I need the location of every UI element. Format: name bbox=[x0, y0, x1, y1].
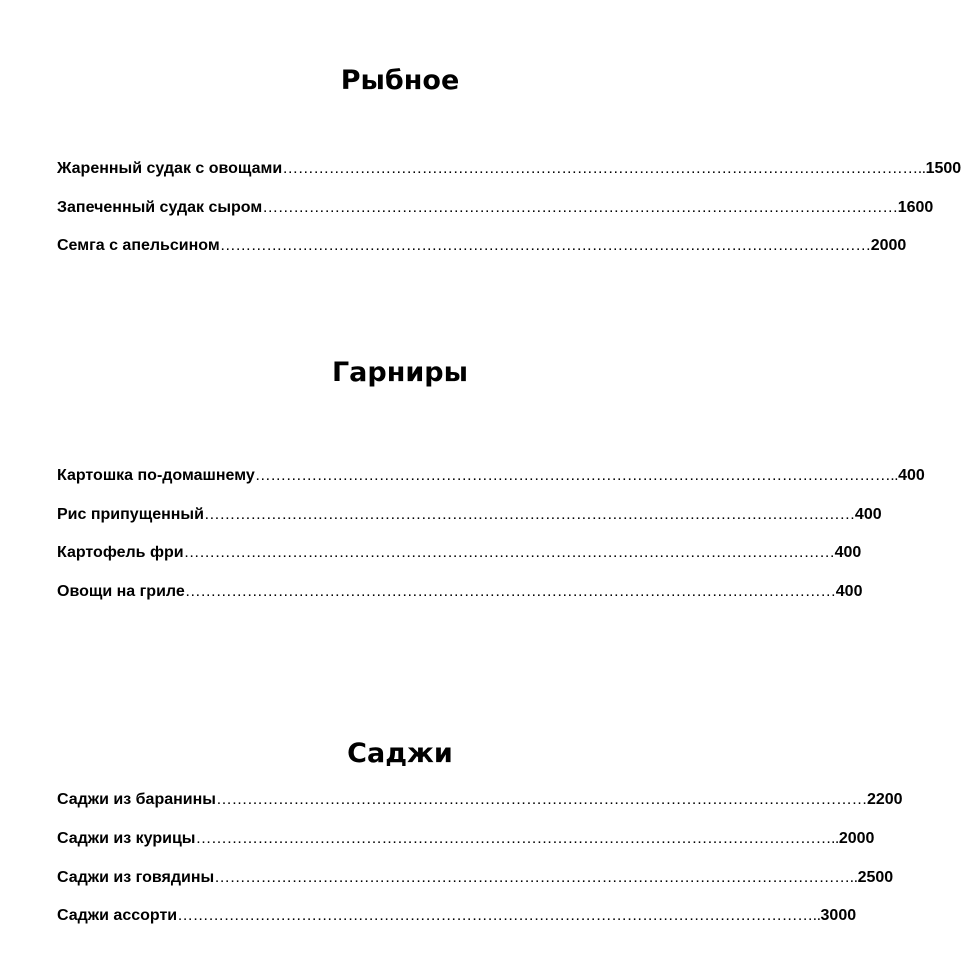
menu-item-price: 400 bbox=[834, 544, 862, 561]
menu-item-name: Рис припущенный bbox=[57, 506, 204, 523]
menu-item-price: 2200 bbox=[866, 791, 903, 808]
section-title-sadji: Саджи bbox=[347, 738, 453, 769]
menu-item bbox=[57, 542, 862, 564]
menu-item-price: 2000 bbox=[870, 237, 907, 254]
section-title-garnish: Гарниры bbox=[331, 357, 469, 388]
menu-item-name: Саджи ассорти bbox=[57, 907, 178, 924]
menu-item-name: Семга с апельсином bbox=[57, 237, 220, 254]
menu-item-name: Саджи из курицы bbox=[57, 830, 196, 847]
menu-item bbox=[57, 905, 857, 927]
menu-item-price: 400 bbox=[854, 506, 882, 523]
dot-leader: ……………………………………………………………………………………………………………… bbox=[215, 791, 867, 808]
menu-item-price: 400 bbox=[898, 467, 925, 484]
menu-item-name: Запеченный судак сыром bbox=[57, 199, 263, 216]
menu-item bbox=[57, 828, 875, 850]
dot-leader: …………………………………………………………………………………………………………….. bbox=[282, 160, 926, 177]
menu-item bbox=[57, 581, 863, 603]
dot-leader: ……………………………………………………………………………………………………………… bbox=[203, 506, 855, 523]
menu-item-name: Картошка по-домашнему bbox=[57, 467, 255, 484]
dot-leader: …………………………………………………………………………………………………………….. bbox=[254, 467, 899, 484]
dot-leader: …………………………………………………………………………………………………………….. bbox=[214, 869, 858, 886]
dot-leader: ……………………………………………………………………………………………………………… bbox=[184, 583, 836, 600]
dot-leader: ……………………………………………………………………………………………………………… bbox=[219, 237, 871, 254]
menu-item bbox=[57, 504, 882, 526]
menu-item-price: 1600 bbox=[897, 199, 934, 216]
menu-item-name: Овощи на гриле bbox=[57, 583, 185, 600]
menu-item-price: 2500 bbox=[857, 869, 894, 886]
menu-item-name: Картофель фри bbox=[57, 544, 184, 561]
section-title-fish: Рыбное bbox=[340, 65, 460, 96]
menu-item-name: Жаренный судак с овощами bbox=[57, 160, 283, 177]
menu-item-price: 3000 bbox=[820, 907, 857, 924]
dot-leader: ……………………………………………………………………………………………………………… bbox=[183, 544, 835, 561]
menu-item bbox=[57, 465, 925, 487]
menu-item-name: Саджи из говядины bbox=[57, 869, 215, 886]
menu-item-price: 1500 bbox=[925, 160, 961, 177]
menu-item-name: Саджи из баранины bbox=[57, 791, 216, 808]
menu-item bbox=[57, 789, 903, 811]
menu-item bbox=[57, 867, 894, 889]
menu-item-price: 2000 bbox=[838, 830, 875, 847]
dot-leader: …………………………………………………………………………………………………………….. bbox=[195, 830, 839, 847]
menu-item-price: 400 bbox=[835, 583, 863, 600]
dot-leader: …………………………………………………………………………………………………………….. bbox=[177, 907, 821, 924]
dot-leader: …………………………………………………………………………………………………………… bbox=[262, 199, 898, 216]
menu-item bbox=[57, 235, 907, 257]
menu-item bbox=[57, 158, 961, 180]
menu-item bbox=[57, 197, 934, 219]
